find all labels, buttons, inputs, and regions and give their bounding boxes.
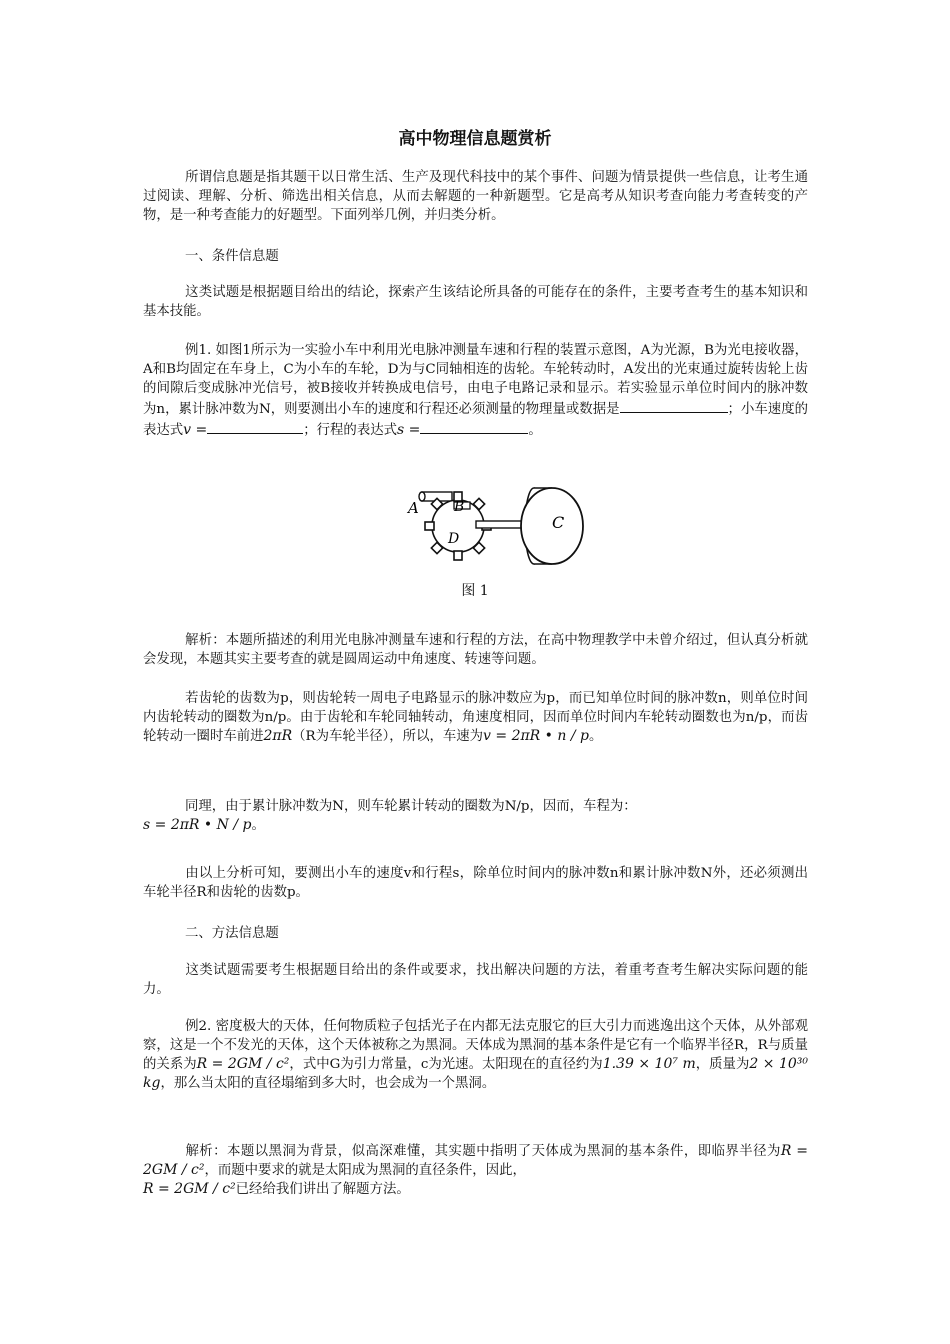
label-b: B xyxy=(454,499,465,515)
label-c: C xyxy=(552,513,565,532)
answer-blank-2[interactable] xyxy=(207,419,303,434)
section2-heading: 二、方法信息题 xyxy=(185,926,279,941)
formula-distance: s = 2πR • N / p xyxy=(143,817,252,833)
example2-text-c: ，质量为 xyxy=(695,1057,750,1072)
example1-mid1: ；小车速度的表达式 xyxy=(143,402,809,438)
example2-analysis-b: ，而题中要求的就是太阳成为黑洞的直径条件，因此， xyxy=(204,1163,526,1178)
formula-s-label: s = xyxy=(397,422,421,438)
section1-desc-text: 这类试题是根据题目给出的结论，探索产生该结论所具备的可能存在的条件，主要考查考生的基本知识和基本技能。 xyxy=(143,285,808,319)
example2-text-d: ，那么当太阳的直径塌缩到多大时，也会成为一个黑洞。 xyxy=(160,1076,496,1091)
example2-text-a: 例2. 密度极大的天体，任何物质粒子包括光子在内都无法克服它的巨大引力而逃逸出这个天体，从外部观察，这是一个不发光的天体，这个天体被称之为黑洞。天体成为黑洞的基本条件是它有一个临界半径R，R与质量的关系为 xyxy=(143,1019,808,1072)
analysis1-text: 解析：本题所描述的利用光电脉冲测量车速和行程的方法，在高中物理教学中未曾介绍过，但认真分析就会发现，本题其实主要考查的就是圆周运动中角速度、转速等问题。 xyxy=(143,633,808,667)
formula-critical-radius-3: R = 2GM / c² xyxy=(143,1181,236,1197)
answer-blank-1[interactable] xyxy=(620,398,728,413)
label-d: D xyxy=(448,531,460,547)
example2-text-b: ，式中G为引力常量，c为光速。太阳现在的直径约为 xyxy=(289,1057,603,1072)
analysis3-paragraph xyxy=(143,797,808,835)
example1-text: 例1. 如图1所示为一实验小车中利用光电脉冲测量车速和行程的装置示意图，A为光源，B为光电接收器，A和B均固定在车身上，C为小车的车轮，D为与C同轴相连的齿轮。车轮转动时，A发出的光束通过旋转齿轮上齿的间隙后变成脉冲光信号，被B接收并转换成电信号，由电子电路记录和显示。若实验显示单位时间内的脉冲数为n，累计脉冲数为N，则要测出小车的速度和行程还必须测量的物理量或数据是 xyxy=(143,343,808,417)
analysis1-paragraph xyxy=(143,631,808,669)
analysis2-paragraph xyxy=(143,689,808,746)
analysis3-text-a: 同理，由于累计脉冲数为N，则车轮累计转动的圈数为N/p，因而，车程为： xyxy=(185,799,637,814)
light-source-end xyxy=(419,492,425,501)
analysis2-text-a: 若齿轮的齿数为p，则齿轮转一周电子电路显示的脉冲数应为p，而已知单位时间的脉冲数n，则单位时间内齿轮转动的圈数为n/p。由于齿轮和车轮同轴转动，角速度相同，因而单位时间内车轮转动圈数也为n/p，而齿轮转动一圈时车前进 xyxy=(143,691,808,744)
example2-analysis-a: 解析：本题以黑洞为背景，似高深难懂，其实题中指明了天体成为黑洞的基本条件，即临界半径为 xyxy=(185,1144,781,1159)
formula-critical-radius: R = 2GM / c² xyxy=(196,1056,290,1072)
intro-paragraph xyxy=(143,168,808,225)
example1-mid2: ；行程的表达式 xyxy=(303,423,397,438)
analysis2-text-b: （R为车轮半径），所以，车速为 xyxy=(292,729,484,744)
analysis4-text: 由以上分析可知，要测出小车的速度v和行程s，除单位时间内的脉冲数n和累计脉冲数N外，还必须测出车轮半径R和齿轮的齿数p。 xyxy=(143,866,808,900)
section1-desc xyxy=(143,283,808,321)
section2-desc xyxy=(143,961,808,999)
example2-paragraph xyxy=(143,1017,808,1093)
intro-text: 所谓信息题是指其题干以日常生活、生产及现代科技中的某个事件、问题为情景提供一些信息，让考生通过阅读、理解、分析、筛选出相关信息，从而去解题的一种新题型。它是高考从知识考查向能力考查转变的产物，是一种考查能力的好题型。下面列举几例，并归类分析。 xyxy=(143,170,808,223)
answer-blank-3[interactable] xyxy=(420,419,528,434)
label-a: A xyxy=(408,499,419,517)
page-title: 高中物理信息题赏析 xyxy=(398,129,552,149)
example1-paragraph xyxy=(143,341,808,440)
analysis2-text-c: 。 xyxy=(588,729,603,744)
example2-analysis-c: 已经给我们讲出了解题方法。 xyxy=(235,1182,410,1197)
example2-analysis xyxy=(143,1142,808,1199)
section1-heading: 一、条件信息题 xyxy=(185,249,279,264)
formula-critical-radius-2: R = 2GM / c² xyxy=(143,1143,808,1178)
section2-desc-text: 这类试题需要考生根据题目给出的条件或要求，找出解决问题的方法，着重考查考生解决实际问题的能力。 xyxy=(143,963,808,997)
analysis3-text-b: 。 xyxy=(251,818,265,833)
formula-speed: v = 2πR • n / p xyxy=(483,728,589,744)
formula-sun-diameter: 1.39 × 10⁷ m xyxy=(602,1056,696,1072)
formula-2piR: 2πR xyxy=(263,728,293,744)
example1-end: 。 xyxy=(528,423,542,438)
formula-sun-mass: 2 × 10³⁰ kg xyxy=(143,1056,809,1091)
formula-v-label: v = xyxy=(183,422,208,438)
figure-1-caption: 图 1 xyxy=(461,583,489,599)
analysis4-paragraph xyxy=(143,864,808,902)
